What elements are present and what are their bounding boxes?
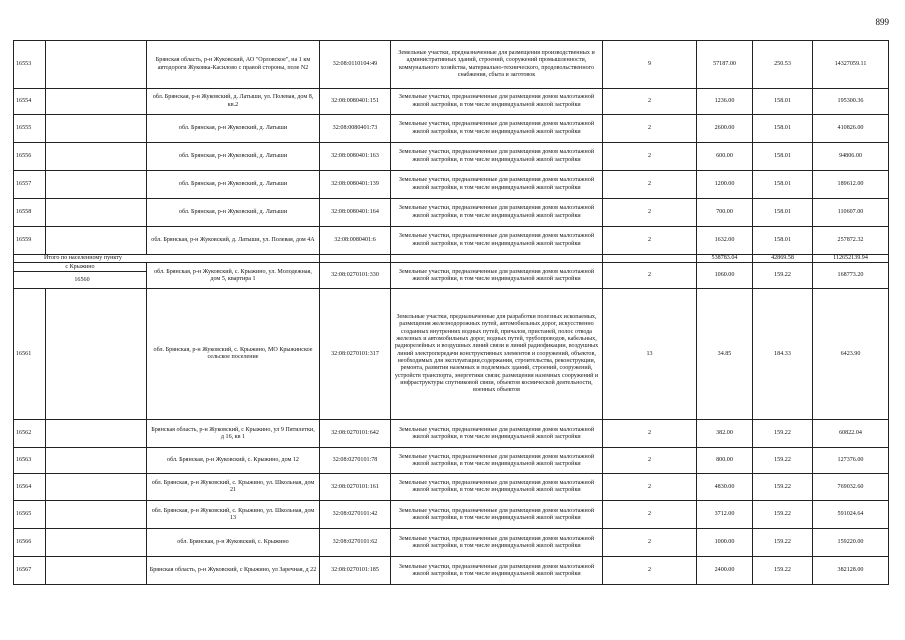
- row-id: 16556: [14, 143, 46, 171]
- row-address: обл. Брянская, р-н Жуковский, с. Крыжино, ул. Школьная, дом 21: [147, 474, 320, 501]
- row-address: обл. Брянская, р-н Жуковский, д. Латыши: [147, 171, 320, 199]
- row-area: 1200.00: [697, 171, 753, 199]
- row-area: 1060.00: [697, 263, 753, 289]
- table-row: [14, 289, 889, 420]
- row-use: Земельные участки, предназначенные для размещения производственных и административных зданий, строений, сооружений промышленности, коммунального хозяйства, материально-технического, продовольственного снабжения, сбыта и заготовок: [391, 41, 603, 89]
- table-row: [14, 199, 889, 227]
- row-value: 127376.00: [813, 448, 889, 474]
- row-area: 3712.00: [697, 501, 753, 529]
- row-address: обл. Брянская, р-н Жуковский, с. Крыжино, ул. Молодежная, дом 5, квартира 1: [147, 263, 320, 289]
- row-category: 2: [603, 529, 697, 557]
- row-cadastral: 32:08:0080401:151: [320, 89, 391, 115]
- row-area: 600.00: [697, 143, 753, 171]
- row-id: 16562: [14, 420, 46, 448]
- row-category: 2: [603, 557, 697, 585]
- row-value: 591024.64: [813, 501, 889, 529]
- table-row: [14, 89, 889, 115]
- row-category: 9: [603, 41, 697, 89]
- row-use: Земельные участки, предназначенные для размещения домов малоэтажной жилой застройки, в том числе индивидуальной жилой застройки: [391, 501, 603, 529]
- row-use: Земельные участки, предназначенные для размещения домов малоэтажной жилой застройки, в том числе индивидуальной жилой застройки: [391, 263, 603, 289]
- row-cadastral: 32:08:0270101:185: [320, 557, 391, 585]
- table-row: [14, 41, 889, 89]
- row-use: Земельные участки, предназначенные для разработки полезных ископаемых, размещения железнодорожных путей, автомобильных дорог, искусственно созданных внутренних водных путей, причалов, пристаней, полос отвода железных и автомобильных дорог, водных путей, трубопроводов, кабельных, радиорелейных и воздушных линий связи и линий радиофикации, воздушных линий электропередачи конструктивных элементов и сооружений, объектов, необходимых для эксплуатации,содержания, строительства, реконструкции, ремонта, развития наземных и подземных зданий, строений, сооружений, устройств транспорта, энергетики связи; размещения наземных сооружений и инфраструктуры спутниковой связи, объектов космической деятельности, военных объектов: [391, 289, 603, 420]
- row-cadastral: 32:08:0270101:62: [320, 529, 391, 557]
- table-row: [14, 448, 889, 474]
- row-cadastral: 32:08:0080401:163: [320, 143, 391, 171]
- row-id: 16559: [14, 227, 46, 255]
- row-id: 16563: [14, 448, 46, 474]
- row-use: Земельные участки, предназначенные для размещения домов малоэтажной жилой застройки, в том числе индивидуальной жилой застройки: [391, 171, 603, 199]
- row-address: обл. Брянская, р-н Жуковский, с. Крыжино: [147, 529, 320, 557]
- row-value: 14327059.11: [813, 41, 889, 89]
- row-area: 1236.00: [697, 89, 753, 115]
- row-area: 382.00: [697, 420, 753, 448]
- cadastral-value-table: [13, 40, 889, 585]
- row-area: 2400.00: [697, 557, 753, 585]
- row-rate: 159.22: [753, 474, 813, 501]
- row-area: 57187.00: [697, 41, 753, 89]
- table-row: [14, 115, 889, 143]
- row-cadastral: 32:08:0080401:164: [320, 199, 391, 227]
- row-cadastral: 32:08:0080401:139: [320, 171, 391, 199]
- row-address: Брянская область, р-н Жуковский, с Крыжино, ул 9 Пятилетки, д 16, кв 1: [147, 420, 320, 448]
- row-use: Земельные участки, предназначенные для размещения домов малоэтажной жилой застройки, в том числе индивидуальной жилой застройки: [391, 557, 603, 585]
- row-address: обл. Брянская, р-н Жуковский, д. Латыши: [147, 143, 320, 171]
- row-id: 16554: [14, 89, 46, 115]
- total-row: [14, 255, 889, 263]
- row-rate: 184.33: [753, 289, 813, 420]
- row-area: 800.00: [697, 448, 753, 474]
- row-address: обл. Брянская, р-н Жуковский, с. Крыжино, ул. Школьная, дом 13: [147, 501, 320, 529]
- table-row: [14, 263, 889, 289]
- settlement-label: [14, 263, 147, 289]
- row-cadastral: 32:08:0080401:6: [320, 227, 391, 255]
- row-id: 16555: [14, 115, 46, 143]
- row-rate: 159.22: [753, 420, 813, 448]
- row-rate: 159.22: [753, 263, 813, 289]
- row-address: обл. Брянская, р-н Жуковский, с. Крыжино, дом 12: [147, 448, 320, 474]
- row-category: 2: [603, 199, 697, 227]
- table-row: [14, 501, 889, 529]
- row-value: 382128.00: [813, 557, 889, 585]
- row-id: 16560: [74, 277, 90, 284]
- row-category: 2: [603, 115, 697, 143]
- row-use: Земельные участки, предназначенные для размещения домов малоэтажной жилой застройки, в том числе индивидуальной жилой застройки: [391, 89, 603, 115]
- row-id: 16566: [14, 529, 46, 557]
- row-value: 60822.04: [813, 420, 889, 448]
- row-category: 2: [603, 227, 697, 255]
- row-cadastral: 32:08:0270101:317: [320, 289, 391, 420]
- row-value: 159220.00: [813, 529, 889, 557]
- row-cadastral: 32:08:0270101:330: [320, 263, 391, 289]
- table-row: [14, 529, 889, 557]
- row-id: 16557: [14, 171, 46, 199]
- row-rate: 158.01: [753, 227, 813, 255]
- row-value: 94806.00: [813, 143, 889, 171]
- row-use: Земельные участки, предназначенные для размещения домов малоэтажной жилой застройки, в том числе индивидуальной жилой застройки: [391, 448, 603, 474]
- table-row: [14, 143, 889, 171]
- row-cadastral: 32:08:0270101:161: [320, 474, 391, 501]
- row-rate: 159.22: [753, 448, 813, 474]
- total-value: 112652139.94: [813, 255, 889, 263]
- row-use: Земельные участки, предназначенные для размещения домов малоэтажной жилой застройки, в том числе индивидуальной жилой застройки: [391, 529, 603, 557]
- settlement-name: с Крыжино: [14, 263, 147, 272]
- row-category: 2: [603, 89, 697, 115]
- row-id: 16553: [14, 41, 46, 89]
- row-area: 1000.00: [697, 529, 753, 557]
- row-category: 2: [603, 143, 697, 171]
- row-category: 2: [603, 474, 697, 501]
- row-address: обл. Брянская, р-н Жуковский, д. Латыши: [147, 115, 320, 143]
- row-rate: 158.01: [753, 89, 813, 115]
- row-cadastral: 32:08:0270101:42: [320, 501, 391, 529]
- row-use: Земельные участки, предназначенные для размещения домов малоэтажной жилой застройки, в том числе индивидуальной жилой застройки: [391, 115, 603, 143]
- table-row: [14, 474, 889, 501]
- row-rate: 159.22: [753, 529, 813, 557]
- row-value: 6423.90: [813, 289, 889, 420]
- row-rate: 158.01: [753, 171, 813, 199]
- total-rate: 42869.58: [753, 255, 813, 263]
- row-rate: 158.01: [753, 199, 813, 227]
- table-row: [14, 557, 889, 585]
- row-cadastral: 32:08:0270101:642: [320, 420, 391, 448]
- row-rate: 158.01: [753, 115, 813, 143]
- row-area: 4830.00: [697, 474, 753, 501]
- row-category: 2: [603, 420, 697, 448]
- row-cadastral: 32:08:0270101:78: [320, 448, 391, 474]
- row-id: 16567: [14, 557, 46, 585]
- row-area: 700.00: [697, 199, 753, 227]
- total-label: Итого по населенному пункту: [14, 255, 320, 263]
- row-value: 189612.00: [813, 171, 889, 199]
- row-use: Земельные участки, предназначенные для размещения домов малоэтажной жилой застройки, в том числе индивидуальной жилой застройки: [391, 199, 603, 227]
- total-area: 538783.04: [697, 255, 753, 263]
- row-use: Земельные участки, предназначенные для размещения домов малоэтажной жилой застройки, в том числе индивидуальной жилой застройки: [391, 143, 603, 171]
- row-rate: 250.53: [753, 41, 813, 89]
- row-cadastral: 32:08:0080401:73: [320, 115, 391, 143]
- row-use: Земельные участки, предназначенные для размещения домов малоэтажной жилой застройки, в том числе индивидуальной жилой застройки: [391, 474, 603, 501]
- page-number: 899: [875, 17, 889, 27]
- row-address: обл. Брянская, р-н Жуковский, д. Латыши, ул. Полевая, дом 8, кв.2: [147, 89, 320, 115]
- row-use: Земельные участки, предназначенные для размещения домов малоэтажной жилой застройки, в том числе индивидуальной жилой застройки: [391, 227, 603, 255]
- row-rate: 159.22: [753, 557, 813, 585]
- table-row: [14, 420, 889, 448]
- row-category: 2: [603, 263, 697, 289]
- row-id: 16564: [14, 474, 46, 501]
- row-address: обл. Брянская, р-н Жуковский, д. Латыши, ул. Полевая, дом 4А: [147, 227, 320, 255]
- row-category: 13: [603, 289, 697, 420]
- row-id: 16565: [14, 501, 46, 529]
- row-cadastral: 32:08:0110104:49: [320, 41, 391, 89]
- row-rate: 158.01: [753, 143, 813, 171]
- table-row: [14, 171, 889, 199]
- table-row: [14, 227, 889, 255]
- row-category: 2: [603, 171, 697, 199]
- row-id: 16558: [14, 199, 46, 227]
- row-use: Земельные участки, предназначенные для размещения домов малоэтажной жилой застройки, в том числе индивидуальной жилой застройки: [391, 420, 603, 448]
- row-value: 769032.60: [813, 474, 889, 501]
- row-address: обл. Брянская, р-н Жуковский, с. Крыжино, МО Крыжинское сельское поселение: [147, 289, 320, 420]
- row-area: 34.85: [697, 289, 753, 420]
- row-category: 2: [603, 501, 697, 529]
- row-value: 168773.20: [813, 263, 889, 289]
- row-value: 410826.00: [813, 115, 889, 143]
- row-address: обл. Брянская, р-н Жуковский, д. Латыши: [147, 199, 320, 227]
- row-area: 1632.00: [697, 227, 753, 255]
- row-value: 195300.36: [813, 89, 889, 115]
- row-value: 110607.00: [813, 199, 889, 227]
- row-value: 257872.32: [813, 227, 889, 255]
- row-address: Брянская область, р-н Жуковский, с Крыжино, ул Заречная, д 22: [147, 557, 320, 585]
- row-address: Брянская область, р-н Жуковский, АО "Орловское", на 1 км автодороги Жуковка-Касилово с правой стороны, поле N2: [147, 41, 320, 89]
- row-id: 16561: [14, 289, 46, 420]
- row-rate: 159.22: [753, 501, 813, 529]
- row-area: 2600.00: [697, 115, 753, 143]
- row-category: 2: [603, 448, 697, 474]
